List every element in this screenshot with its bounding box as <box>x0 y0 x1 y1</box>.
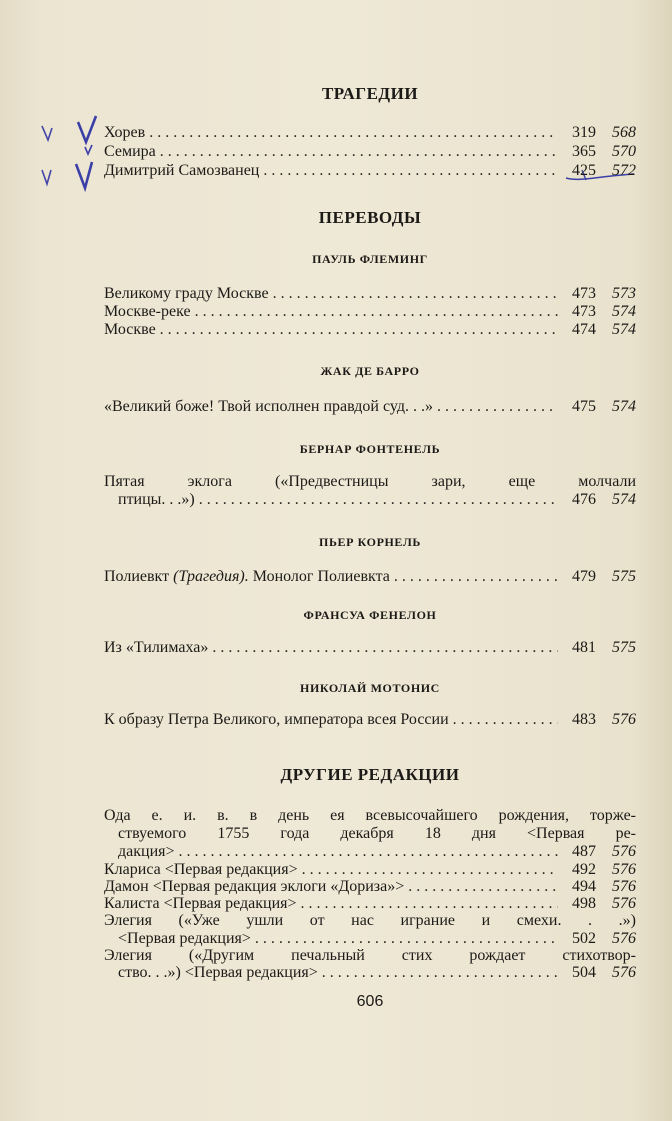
author-heading: ЖАК ДЕ БАРРО <box>320 364 420 378</box>
toc-entry: Москве-реке . . . 473 574 <box>104 302 636 321</box>
page-number: 606 <box>356 993 384 1010</box>
section-heading-other-editions: ДРУГИЕ РЕДАКЦИИ <box>280 765 460 784</box>
toc-entry: Димитрий Самозванец . . . 425 572 <box>104 161 636 180</box>
author-heading: ПАУЛЬ ФЛЕМИНГ <box>312 252 428 266</box>
toc-entry: Из «Тилимаха» . . . 481 575 <box>104 638 636 657</box>
toc-entry-line: ствуемого 1755 года декабря 18 дня <Первая ре- <box>118 825 636 842</box>
section-heading-tragedies: ТРАГЕДИИ <box>321 84 419 103</box>
toc-entry-line: Пятая эклога («Предвестницы зари, еще молчали <box>104 473 636 490</box>
toc-entry: К образу Петра Великого, императора всея России . . . 483 576 <box>104 710 636 729</box>
author-heading: ФРАНСУА ФЕНЕЛОН <box>303 608 437 622</box>
section-heading-translations: ПЕРЕВОДЫ <box>318 208 422 227</box>
toc-entry: Великому граду Москве . . . 473 573 <box>104 284 636 303</box>
toc-entry: «Великий боже! Твой исполнен правдой суд. . .» . . . 475 574 <box>104 397 636 416</box>
toc-entry: Москве . . . 474 574 <box>104 320 636 339</box>
toc-entry-line: Ода е. и. в. в день ея всевысочайшего рождения, торже- <box>104 807 636 824</box>
toc-entry: птицы. . .») . . . 476 574 <box>118 490 636 509</box>
toc-entry-line: Элегия («Другим печальный стих рождает стихотвор- <box>104 947 636 964</box>
toc-entry: Калиста <Первая редакция> . . . 498 576 <box>104 894 636 913</box>
handwritten-checkmark-icon <box>38 112 108 192</box>
toc-entry: Клариса <Первая редакция> . . . 492 576 <box>104 860 636 879</box>
toc-entry-line: Элегия («Уже ушли от нас играние и смехи. . .») <box>104 912 636 929</box>
toc-entry: Хорев . . . 319 568 <box>104 123 636 142</box>
toc-entry: <Первая редакция> . . . 502 576 <box>118 929 636 948</box>
author-heading: ПЬЕР КОРНЕЛЬ <box>319 535 421 549</box>
author-heading: НИКОЛАЙ МОТОНИС <box>300 681 440 695</box>
author-heading: БЕРНАР ФОНТЕНЕЛЬ <box>299 442 441 456</box>
toc-entry: Семира . . . 365 570 <box>104 142 636 161</box>
toc-entry: Полиевкт (Трагедия). Монолог Полиевкта . . . 479 575 <box>104 567 636 586</box>
toc-entry: дакция> . . . 487 576 <box>118 842 636 861</box>
toc-entry: Дамон <Первая редакция эклоги «Дориза»> . . . 494 576 <box>104 877 636 896</box>
toc-entry: ство. . .») <Первая редакция> . . . 504 576 <box>118 963 636 982</box>
